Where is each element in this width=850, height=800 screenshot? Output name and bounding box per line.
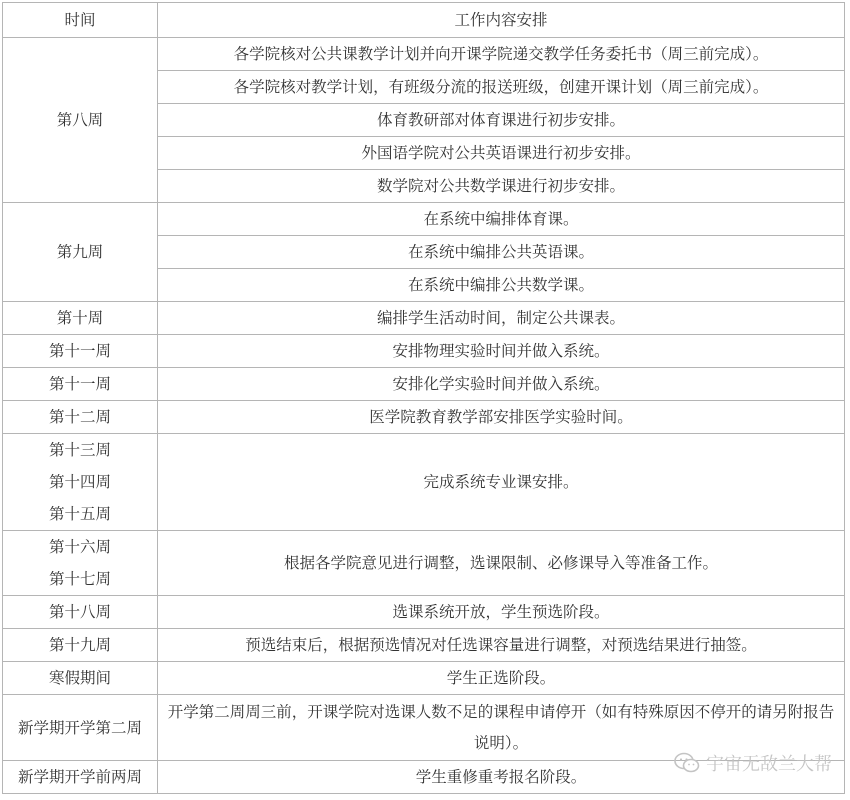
- watermark-text: 宇宙无敌兰大帮: [706, 754, 832, 775]
- header-row: [3, 3, 845, 38]
- time-label: 第十三周: [48, 441, 111, 459]
- time-cell: [3, 302, 158, 335]
- time-label: 第十五周: [48, 505, 111, 523]
- table-row: [3, 38, 845, 71]
- task-cell: 选课系统开放，学生预选阶段。: [158, 596, 845, 629]
- task-cell: 安排化学实验时间并做入系统。: [158, 368, 845, 401]
- task-cell: 根据各学院意见进行调整，选课限制、必修课导入等准备工作。: [158, 531, 845, 596]
- time-label: 第十周: [56, 309, 104, 327]
- time-cell: [3, 38, 158, 203]
- task-cell: 在系统中编排体育课。: [158, 203, 845, 236]
- time-label: 第十九周: [48, 636, 111, 654]
- time-label: 新学期开学第二周: [17, 718, 142, 737]
- table-row: [3, 302, 845, 335]
- time-label: 第八周: [56, 111, 104, 129]
- time-cell: [3, 531, 158, 596]
- schedule-table: [2, 2, 845, 794]
- time-label: 第十二周: [48, 408, 111, 426]
- header-time: 时间: [3, 3, 158, 38]
- time-label: 第十一周: [48, 375, 111, 393]
- task-cell: 在系统中编排公共数学课。: [158, 269, 845, 302]
- task-cell: 体育教研部对体育课进行初步安排。: [158, 104, 845, 137]
- table-row: [3, 662, 845, 695]
- task-cell: 学生正选阶段。: [158, 662, 845, 695]
- task-cell: 编排学生活动时间，制定公共课表。: [158, 302, 845, 335]
- time-cell: [3, 335, 158, 368]
- time-label: 第十四周: [48, 473, 111, 491]
- task-cell: 医学院教育教学部安排医学实验时间。: [158, 401, 845, 434]
- time-label: 新学期开学前两周: [17, 768, 142, 786]
- time-cell: [3, 401, 158, 434]
- time-label: 第十七周: [48, 570, 111, 588]
- task-cell: 数学院对公共数学课进行初步安排。: [158, 170, 845, 203]
- task-cell: 预选结束后，根据预选情况对任选课容量进行调整，对预选结果进行抽签。: [158, 629, 845, 662]
- table-row: [3, 629, 845, 662]
- task-cell: 完成系统专业课安排。: [158, 434, 845, 531]
- watermark: [674, 750, 832, 776]
- time-cell: [3, 662, 158, 695]
- table-row: [3, 203, 845, 236]
- task-cell: 安排物理实验时间并做入系统。: [158, 335, 845, 368]
- time-cell: [3, 596, 158, 629]
- time-cell: [3, 695, 158, 761]
- time-label: 第十八周: [48, 603, 111, 621]
- time-label: 第十六周: [48, 538, 111, 556]
- table-row: [3, 434, 845, 531]
- table-row: [3, 596, 845, 629]
- task-cell: 开学第二周周三前，开课学院对选课人数不足的课程申请停开（如有特殊原因不停开的请另附报告说明）。: [158, 695, 845, 761]
- time-label: 寒假期间: [48, 669, 111, 687]
- time-cell: [3, 761, 158, 794]
- time-cell: [3, 368, 158, 401]
- task-cell: 外国语学院对公共英语课进行初步安排。: [158, 137, 845, 170]
- time-cell: [3, 203, 158, 302]
- task-cell: 各学院核对教学计划，有班级分流的报送班级，创建开课计划（周三前完成）。: [158, 71, 845, 104]
- time-cell: [3, 434, 158, 531]
- schedule-body: [3, 38, 845, 794]
- time-cell: [3, 629, 158, 662]
- table-row: [3, 531, 845, 596]
- wechat-icon: [674, 752, 700, 774]
- task-cell: 学生重修重考报名阶段。: [158, 761, 845, 794]
- time-label: 第九周: [56, 243, 104, 261]
- table-row: [3, 335, 845, 368]
- time-label: 第十一周: [48, 342, 111, 360]
- header-content: 工作内容安排: [158, 3, 845, 38]
- table-row: [3, 401, 845, 434]
- task-cell: 各学院核对公共课教学计划并向开课学院递交教学任务委托书（周三前完成）。: [158, 38, 845, 71]
- table-row: [3, 368, 845, 401]
- task-cell: 在系统中编排公共英语课。: [158, 236, 845, 269]
